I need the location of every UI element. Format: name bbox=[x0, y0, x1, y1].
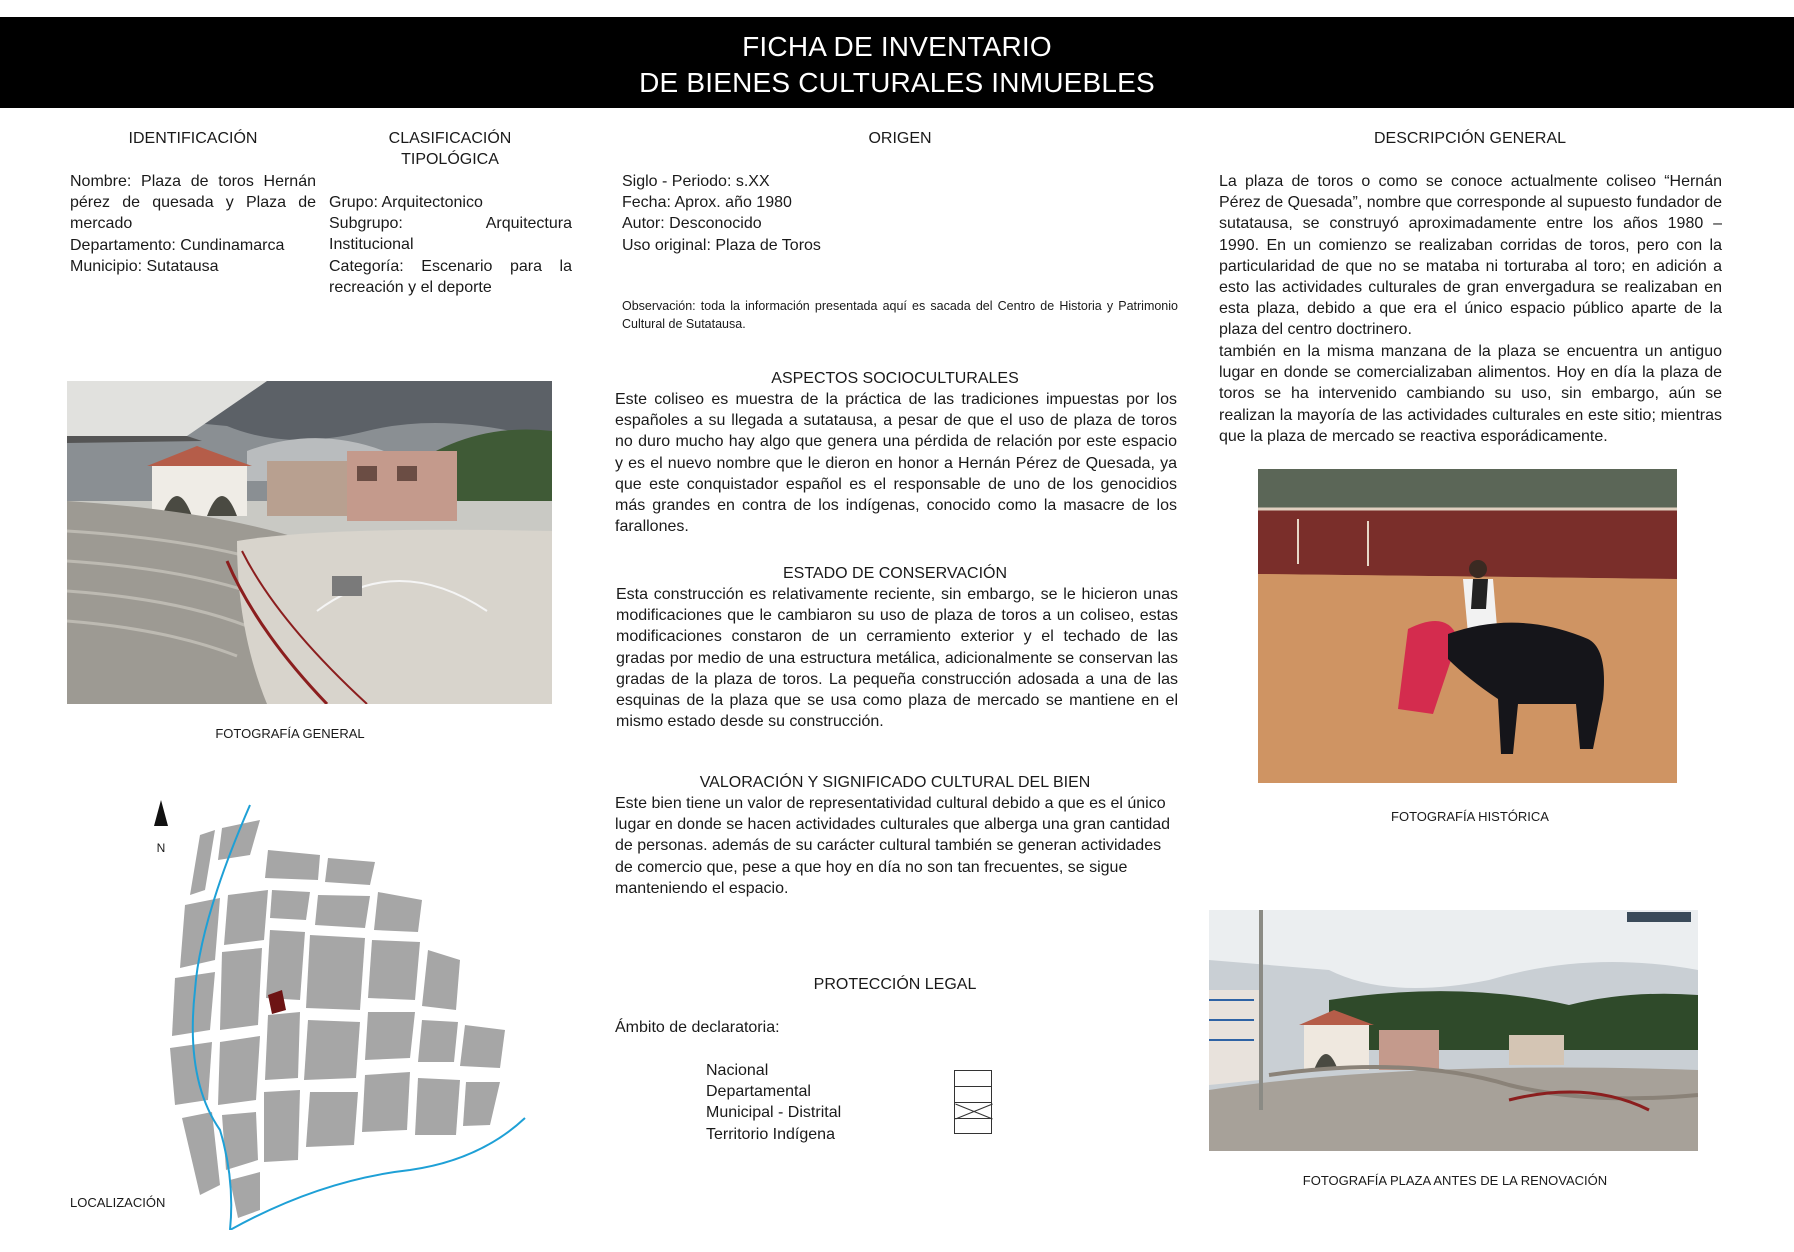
origen-title: ORIGEN bbox=[868, 130, 932, 147]
option-nacional: Nacional bbox=[706, 1062, 769, 1079]
before-renovation-photo bbox=[1209, 910, 1698, 1151]
autor-field: Autor: Desconocido bbox=[622, 215, 762, 233]
general-photo bbox=[67, 381, 552, 704]
clasificacion-title-line1: CLASIFICACIÓN bbox=[388, 130, 512, 147]
historical-photo-caption: FOTOGRAFÍA HISTÓRICA bbox=[1391, 809, 1549, 824]
descripcion-title: DESCRIPCIÓN GENERAL bbox=[1373, 130, 1567, 147]
descripcion-text: La plaza de toros o como se conoce actualmente coliseo “Hernán Pérez de Quesada”, nombre que corresponde al supuesto fundador de sutatausa, se construyó aproximadamente entre los años 1980 – 1990. En un comienzo se realizaban corridas de toros, pero con la particularidad de que no se mataba ni torturaba al toro; en adición a esto las actividades culturales de gran envergadura se realizaban en esta plaza, debido a que era el único espacio público aparte de la plaza del centro doctrinero. bbox=[1219, 173, 1722, 339]
valoracion-title: VALORACIÓN Y SIGNIFICADO CULTURAL DEL BIEN bbox=[699, 774, 1091, 791]
clasificacion-title bbox=[330, 128, 570, 170]
option-departamental: Departamental bbox=[706, 1083, 811, 1101]
option-territorio: Territorio Indígena bbox=[706, 1125, 835, 1143]
header-title-line1: FICHA DE INVENTARIO bbox=[742, 31, 1052, 62]
nombre-field: Nombre: Plaza de toros Hernán pérez de quesada y Plaza de mercado bbox=[70, 173, 316, 233]
departamento-field: Departamento: Cundinamarca bbox=[70, 236, 285, 254]
categoria-field: Categoría: Escenario para la recreación y el deporte bbox=[329, 257, 572, 296]
before-renovation-caption: FOTOGRAFÍA PLAZA ANTES DE LA RENOVACIÓN bbox=[1302, 1173, 1608, 1188]
header-title-line2: DE BIENES CULTURALES INMUEBLES bbox=[639, 67, 1155, 98]
declaratoria-checkboxes bbox=[954, 1070, 992, 1134]
checkbox-nacional bbox=[954, 1070, 992, 1086]
checkbox-territorio bbox=[954, 1118, 992, 1134]
municipio-field: Municipio: Sutatausa bbox=[70, 257, 219, 275]
grupo-field: Grupo: Arquitectonico bbox=[329, 194, 483, 211]
uso-field: Uso original: Plaza de Toros bbox=[622, 236, 821, 254]
identificacion-fields bbox=[70, 171, 316, 277]
observacion-note: Observación: toda la información presentada aquí es sacada del Centro de Historia y Patrimonio Cultural de Sutatausa. bbox=[622, 299, 1178, 331]
clasificacion-title-line2: TIPOLÓGICA bbox=[401, 151, 499, 168]
origen-fields bbox=[622, 171, 1022, 256]
north-label: N bbox=[156, 841, 166, 855]
ambito-label: Ámbito de declaratoria: bbox=[615, 1019, 780, 1036]
proteccion-title: PROTECCIÓN LEGAL bbox=[813, 976, 977, 993]
aspectos-title: ASPECTOS SOCIOCULTURALES bbox=[771, 370, 1019, 387]
historical-photo bbox=[1258, 469, 1677, 783]
page-header bbox=[0, 17, 1794, 108]
localizacion-caption: LOCALIZACIÓN bbox=[70, 1195, 166, 1210]
valoracion-text: Este bien tiene un valor de representatividad cultural debido a que es el único lugar en donde se hacen actividades culturales que alberga una gran cantidad de personas. además de su carácter cultural también se generan actividades de comercio que, pese a que hoy en día no son tan frecuentes, se sigue manteniendo el espacio. bbox=[615, 795, 1171, 897]
fecha-field: Fecha: Aprox. año 1980 bbox=[622, 194, 792, 212]
declaratoria-options bbox=[706, 1060, 926, 1145]
location-map bbox=[160, 800, 530, 1230]
estado-text: Esta construcción es relativamente reciente, sin embargo, se le hicieron unas modificaciones que le cambiaron su uso de plaza de toros a un coliseo, estas modificaciones constaron de un cerramiento exterior y el techado de las gradas por medio de una estructura metálica, adicionalmente se conservan las gradas de la plaza de toros. La pequeña construcción adosada a una de las esquinas de la plaza que se usa como plaza de mercado se mantiene en el mismo estado desde su construcción. bbox=[616, 586, 1178, 731]
clasificacion-fields bbox=[329, 192, 572, 298]
checkbox-municipal-marked bbox=[954, 1102, 992, 1118]
aspectos-text: Este coliseo es muestra de la práctica de las tradiciones impuestas por los españoles a su llegada a sutatausa, a pesar de que el uso de plaza de toros no duro mucho hay algo que genera una pérdida de relación por este espacio y es el nuevo nombre que le dieron en honor a Hernán Pérez de Quesada, ya que este conquistador español es el responsable de uno de los genocidios más grandes en contra de los indígenas, conocido como la masacre de los farallones. bbox=[615, 391, 1177, 536]
estado-title: ESTADO DE CONSERVACIÓN bbox=[782, 565, 1008, 582]
descripcion-text-2: también en la misma manzana de la plaza se encuentra un antiguo lugar en donde se comercializaban alimentos. Hoy en día la plaza de toros se ha intervenido cambiando su uso, sin embargo, aún se realizan la mayoría de las actividades culturales en este sitio; mientras que la plaza de mercado se reactiva esporádicamente. bbox=[1219, 343, 1722, 445]
siglo-field: Siglo - Periodo: s.XX bbox=[622, 173, 770, 190]
option-municipal: Municipal - Distrital bbox=[706, 1104, 842, 1122]
checkbox-departamental bbox=[954, 1086, 992, 1102]
general-photo-caption: FOTOGRAFÍA GENERAL bbox=[215, 726, 365, 741]
identificacion-title: IDENTIFICACIÓN bbox=[128, 130, 258, 147]
subgrupo-field: Subgrupo: Arquitectura Institucional bbox=[329, 215, 572, 254]
